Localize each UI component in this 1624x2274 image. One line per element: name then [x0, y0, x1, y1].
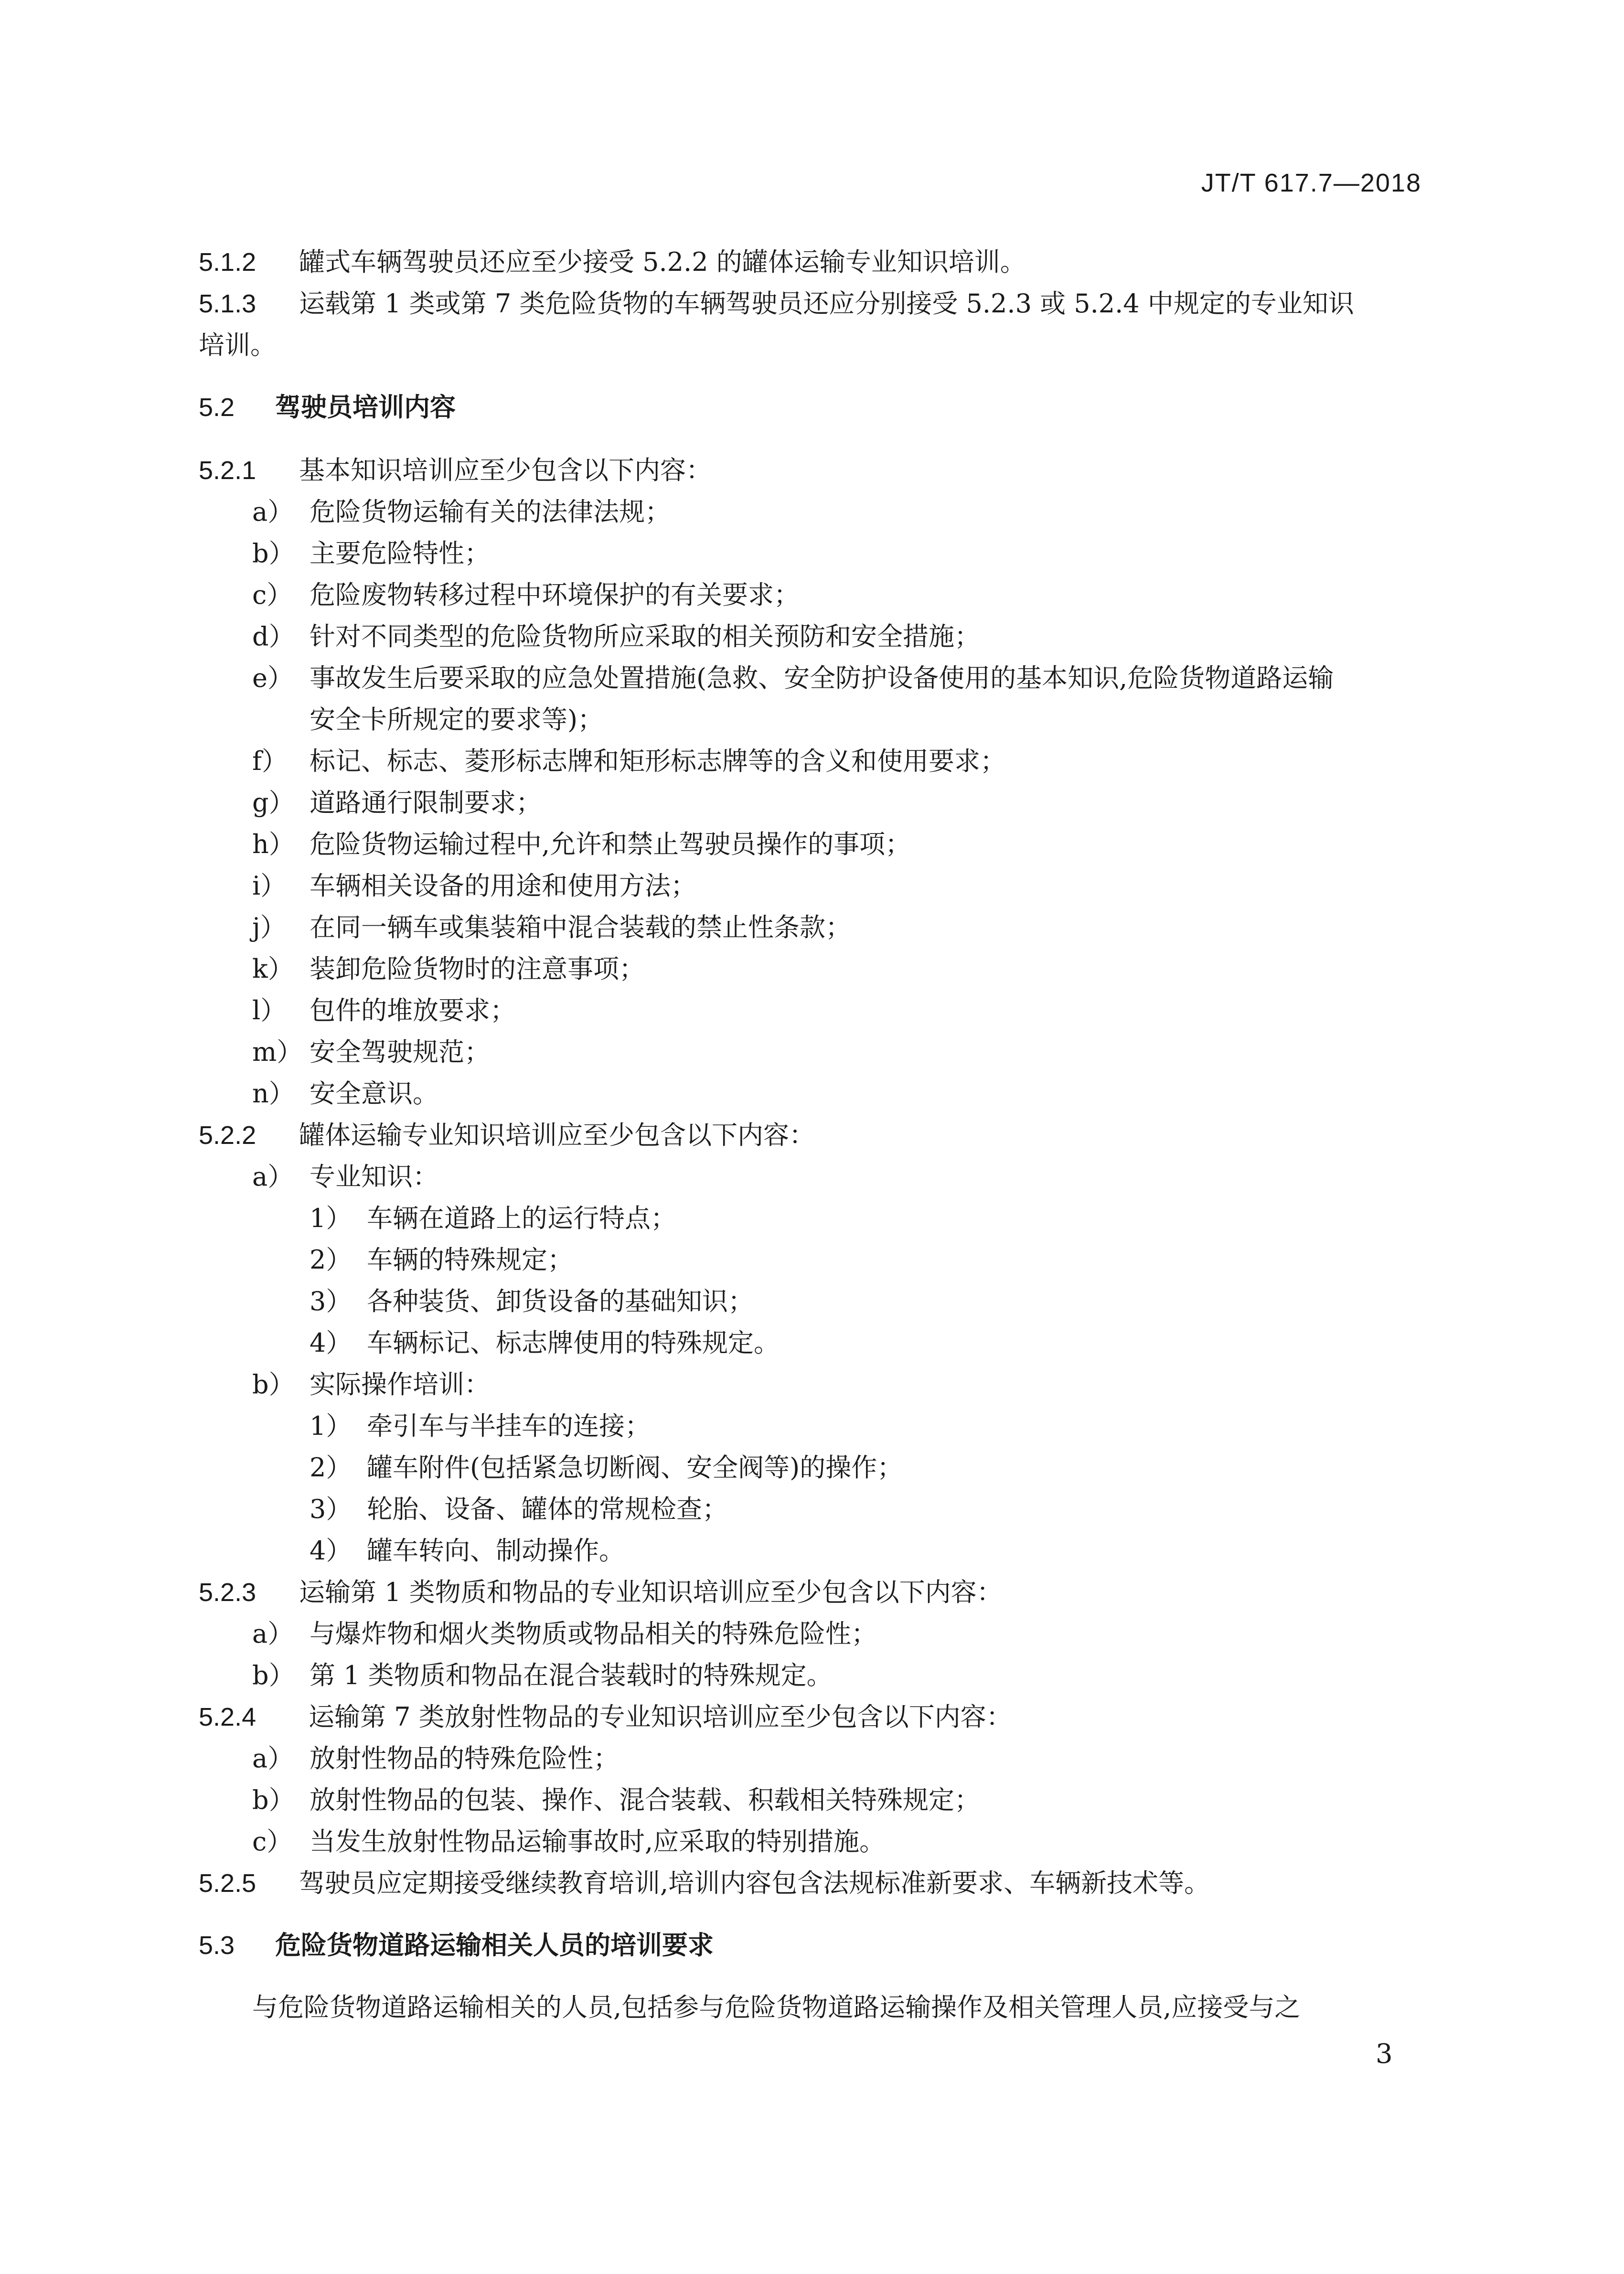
clause-number: 5.2.4	[199, 1703, 256, 1731]
clause-5-1-3-continued	[199, 330, 276, 361]
item-label: b）	[252, 538, 295, 568]
item-text: 车辆在道路上的运行特点；	[367, 1203, 676, 1233]
item-label: 3）	[310, 1286, 352, 1316]
item-label: 4）	[310, 1536, 352, 1566]
list-item	[252, 579, 800, 611]
clause-number: 5.1.3	[199, 289, 256, 318]
sub-list-item	[310, 1244, 573, 1276]
item-text: 事故发生后要采取的应急处置措施(急救、安全防护设备使用的基本知识,危险货物道路运输	[310, 663, 1334, 693]
list-item	[252, 912, 851, 943]
item-label: a）	[252, 1619, 294, 1649]
item-label: 4）	[310, 1328, 352, 1358]
list-item	[252, 1743, 619, 1774]
page-number: 3	[1376, 2039, 1393, 2070]
item-label: a）	[252, 1162, 294, 1192]
clause-text: 基本知识培训应至少包含以下内容：	[299, 455, 712, 485]
item-label: e）	[252, 663, 293, 693]
item-label: c）	[252, 1826, 293, 1857]
item-text: 车辆的特殊规定；	[367, 1245, 573, 1275]
item-text: 牵引车与半挂车的连接；	[367, 1411, 651, 1441]
item-text: 危险废物转移过程中环境保护的有关要求；	[310, 580, 800, 610]
clause-5-1-2	[199, 246, 1026, 278]
item-text: 包件的堆放要求；	[310, 995, 516, 1025]
list-item	[252, 870, 696, 902]
clause-text: 罐体运输专业知识培训应至少包含以下内容：	[299, 1120, 815, 1150]
item-text: 专业知识：	[310, 1162, 438, 1192]
item-text: 罐车转向、制动操作。	[367, 1536, 625, 1566]
clause-number: 5.2.5	[199, 1869, 256, 1898]
item-text: 安全意识。	[310, 1078, 438, 1109]
item-label: m）	[252, 1037, 303, 1067]
item-label: g）	[252, 788, 295, 818]
section-number: 5.3	[199, 1931, 235, 1960]
clause-5-2-4	[199, 1701, 1012, 1733]
list-item	[252, 829, 911, 860]
clause-5-2-3	[199, 1577, 1003, 1608]
item-label: a）	[252, 1743, 294, 1773]
item-label: 2）	[310, 1452, 352, 1483]
list-item	[252, 995, 516, 1026]
item-text: 安全驾驶规范；	[310, 1037, 490, 1067]
item-text: 放射性物品的特殊危险性；	[310, 1743, 619, 1773]
item-label: 1）	[310, 1203, 352, 1233]
list-item	[252, 538, 490, 569]
section-number: 5.2	[199, 393, 235, 422]
item-text: 道路通行限制要求；	[310, 788, 542, 818]
list-item	[252, 1078, 438, 1110]
sub-list-item	[310, 1452, 903, 1484]
list-item-continued	[310, 704, 603, 736]
item-label: a）	[252, 497, 294, 527]
item-text: 安全卡所规定的要求等)；	[310, 705, 604, 735]
section-title-5-3	[199, 1930, 714, 1961]
list-item	[252, 621, 980, 652]
item-text: 轮胎、设备、罐体的常规检查；	[367, 1494, 728, 1524]
section-heading: 驾驶员培训内容	[275, 392, 456, 422]
item-text: 在同一辆车或集装箱中混合装载的禁止性条款；	[310, 912, 851, 942]
section-title-5-2	[199, 392, 456, 423]
item-text: 罐车附件(包括紧急切断阀、安全阀等)的操作；	[367, 1452, 903, 1483]
list-item	[252, 787, 542, 819]
clause-text: 驾驶员应定期接受继续教育培训,培训内容包含法规标准新要求、车辆新技术等。	[299, 1868, 1210, 1898]
item-text: 车辆相关设备的用途和使用方法；	[310, 871, 696, 901]
clause-5-2-1	[199, 455, 712, 486]
list-item	[252, 1618, 877, 1650]
item-text: 针对不同类型的危险货物所应采取的相关预防和安全措施；	[310, 621, 980, 651]
list-item	[252, 1369, 490, 1400]
item-label: h）	[252, 829, 295, 859]
item-label: 2）	[310, 1245, 352, 1275]
list-item	[252, 1826, 885, 1858]
item-label: k）	[252, 954, 294, 984]
document-code: JT/T 617.7—2018	[1201, 169, 1421, 197]
item-label: 3）	[310, 1494, 352, 1524]
clause-number: 5.2.1	[199, 456, 256, 485]
item-label: b）	[252, 1785, 295, 1815]
clause-text: 运输第 7 类放射性物品的专业知识培训应至少包含以下内容：	[309, 1702, 1012, 1732]
sub-list-item	[310, 1286, 754, 1317]
item-text: 实际操作培训：	[310, 1369, 490, 1399]
clause-number: 5.2.3	[199, 1578, 256, 1607]
item-text: 装卸危险货物时的注意事项；	[310, 954, 645, 984]
item-text: 各种装货、卸货设备的基础知识；	[367, 1286, 754, 1316]
item-label: d）	[252, 621, 295, 651]
list-item	[252, 1036, 490, 1068]
item-label: i）	[252, 871, 287, 901]
item-label: b）	[252, 1660, 295, 1690]
clause-5-1-3	[199, 288, 1354, 320]
item-label: j）	[252, 912, 286, 942]
clause-text: 运载第 1 类或第 7 类危险货物的车辆驾驶员还应分别接受 5.2.3 或 5.2.4 中规定的专业知识	[299, 288, 1354, 319]
list-item	[252, 953, 645, 985]
item-text: 危险货物运输过程中,允许和禁止驾驶员操作的事项；	[310, 829, 911, 859]
item-label: n）	[252, 1078, 295, 1109]
list-item	[252, 746, 1006, 777]
clause-number: 5.1.2	[199, 248, 256, 277]
sub-list-item	[310, 1327, 780, 1359]
clause-5-2-2	[199, 1120, 815, 1151]
item-text: 第 1 类物质和物品在混合装载时的特殊规定。	[310, 1660, 833, 1690]
paragraph-text: 与危险货物道路运输相关的人员,包括参与危险货物道路运输操作及相关管理人员,应接受与之	[252, 1992, 1301, 2022]
item-text: 放射性物品的包装、操作、混合装载、积载相关特殊规定；	[310, 1785, 980, 1815]
clause-number: 5.2.2	[199, 1121, 256, 1150]
sub-list-item	[310, 1535, 625, 1567]
item-text: 当发生放射性物品运输事故时,应采取的特别措施。	[310, 1826, 886, 1857]
item-text: 与爆炸物和烟火类物质或物品相关的特殊危险性；	[310, 1619, 877, 1649]
item-label: l）	[252, 995, 287, 1025]
list-item	[252, 1161, 438, 1193]
clause-text: 运输第 1 类物质和物品的专业知识培训应至少包含以下内容：	[299, 1577, 1003, 1607]
item-text: 危险货物运输有关的法律法规；	[310, 497, 671, 527]
item-label: 1）	[310, 1411, 352, 1441]
list-item	[252, 662, 1334, 694]
clause-5-2-5	[199, 1868, 1210, 1899]
item-label: b）	[252, 1369, 295, 1399]
item-label: f）	[252, 746, 288, 776]
clause-text: 罐式车辆驾驶员还应至少接受 5.2.2 的罐体运输专业知识培训。	[299, 247, 1026, 277]
sub-list-item	[310, 1494, 728, 1525]
section-heading: 危险货物道路运输相关人员的培训要求	[275, 1930, 714, 1960]
section-body-paragraph	[252, 1992, 1300, 2023]
list-item	[252, 496, 671, 528]
list-item	[252, 1784, 980, 1816]
item-text: 标记、标志、菱形标志牌和矩形标志牌等的含义和使用要求；	[310, 746, 1006, 776]
sub-list-item	[310, 1203, 676, 1234]
item-text: 主要危险特性；	[310, 538, 490, 568]
clause-text: 培训。	[199, 330, 276, 360]
item-text: 车辆标记、标志牌使用的特殊规定。	[367, 1328, 780, 1358]
item-label: c）	[252, 580, 293, 610]
sub-list-item	[310, 1410, 651, 1442]
list-item	[252, 1660, 833, 1691]
